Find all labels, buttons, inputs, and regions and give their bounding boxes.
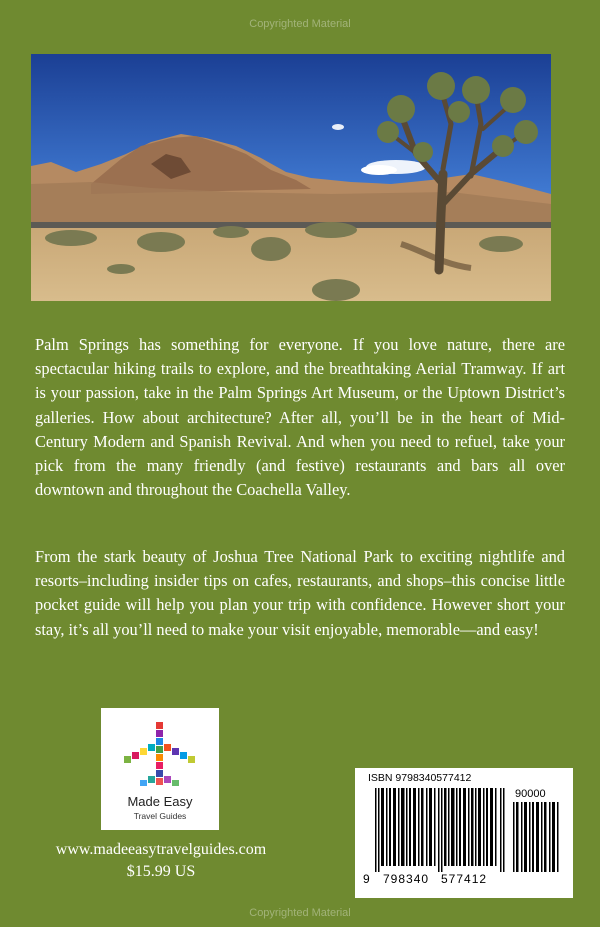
copyright-watermark-bottom: Copyrighted Material [249,907,351,919]
addon-code: 90000 [515,788,546,800]
description-paragraph-1 [35,333,565,502]
publisher-name: Made Easy [127,794,193,809]
barcode-digit-lead: 9 [363,872,370,886]
publisher-logo [101,708,219,830]
cover-photo [31,54,551,301]
barcode-digits-right: 577412 [441,872,488,886]
description-text-1: Palm Springs has something for everyone. If you love nature, there are spectacular hiking trails to explore, and the breathtaking Aerial Tramway. If art is your passion, take in the Palm Springs Art Museum, or the Uptown District’s galleries. How about architecture? After all, you’ll be in the heart of Mid-Century Modern and Spanish Revival. And when you need to refuel, take your pick from the many friendly (and festive) restaurants and bars all over downtown and throughout the Coachella Valley. [35,335,565,500]
airplane-mosaic-icon [119,720,201,792]
publisher-website: www.madeeasytravelguides.com [55,841,267,858]
book-price: $15.99 US [126,863,196,880]
ean-barcode-bars [375,788,507,872]
description-paragraph-2 [35,545,565,642]
copyright-watermark-top: Copyrighted Material [249,18,351,30]
barcode-digits-left: 798340 [383,872,430,886]
addon-barcode-bars [513,802,563,872]
description-text-2: From the stark beauty of Joshua Tree National Park to exciting nightlife and resorts–including insider tips on cafes, restaurants, and shops–this concise little pocket guide will help you plan your trip with confidence. However short your stay, it’s all you’ll need to make your visit enjoyable, memorable—and easy! [35,547,565,639]
publisher-tagline: Travel Guides [133,811,187,821]
isbn-barcode [355,768,573,898]
joshua-tree-landscape-image [31,54,551,301]
isbn-label: ISBN 9798340577412 [368,772,472,784]
